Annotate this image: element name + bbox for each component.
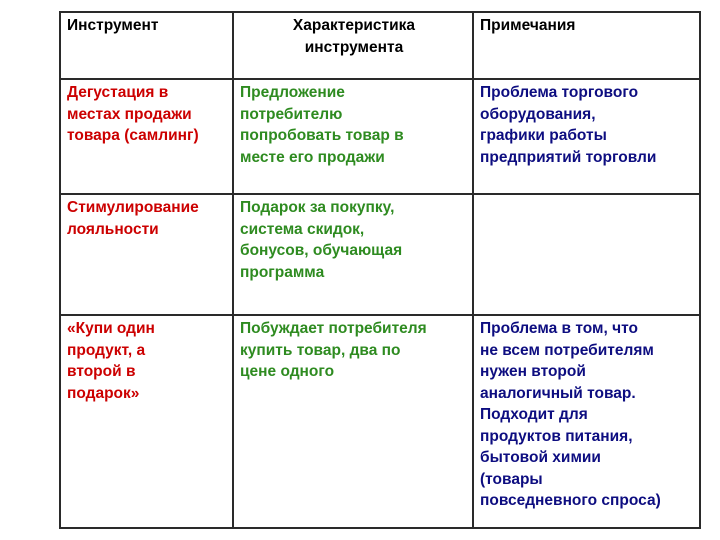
cell-notes-text: Проблема в том, что не всем потребителям нужен второй аналогичный товар. Подходит для продуктов питания, бытовой химии (товары повседневного спроса) bbox=[480, 320, 661, 509]
header-characteristic bbox=[233, 12, 473, 79]
cell-tool-text: Дегустация в местах продажи товара (самлинг) bbox=[67, 84, 199, 144]
table-row bbox=[60, 194, 700, 315]
table-row bbox=[60, 79, 700, 194]
cell-tool-text: Стимулирование лояльности bbox=[67, 199, 199, 238]
cell-tool bbox=[60, 315, 233, 528]
table-row bbox=[60, 315, 700, 528]
cell-notes bbox=[473, 315, 700, 528]
header-notes bbox=[473, 12, 700, 79]
cell-characteristic bbox=[233, 194, 473, 315]
header-row bbox=[60, 12, 700, 79]
header-notes-text: Примечания bbox=[480, 17, 576, 34]
cell-characteristic-text: Побуждает потребителя купить товар, два по цене одного bbox=[240, 320, 427, 380]
cell-characteristic bbox=[233, 315, 473, 528]
header-tool-text: Инструмент bbox=[67, 17, 159, 34]
tools-table bbox=[59, 11, 701, 529]
cell-tool bbox=[60, 194, 233, 315]
header-tool bbox=[60, 12, 233, 79]
cell-tool bbox=[60, 79, 233, 194]
cell-notes-empty bbox=[473, 194, 700, 315]
cell-characteristic bbox=[233, 79, 473, 194]
cell-tool-text: «Купи один продукт, а второй в подарок» bbox=[67, 320, 155, 402]
cell-characteristic-text: Предложение потребителю попробовать товар в месте его продажи bbox=[240, 84, 404, 166]
header-characteristic-text: Характеристика инструмента bbox=[292, 17, 416, 56]
cell-notes bbox=[473, 79, 700, 194]
cell-notes-text: Проблема торгового оборудования, графики работы предприятий торговли bbox=[480, 84, 657, 166]
cell-characteristic-text: Подарок за покупку, система скидок, бонусов, обучающая программа bbox=[240, 199, 403, 281]
